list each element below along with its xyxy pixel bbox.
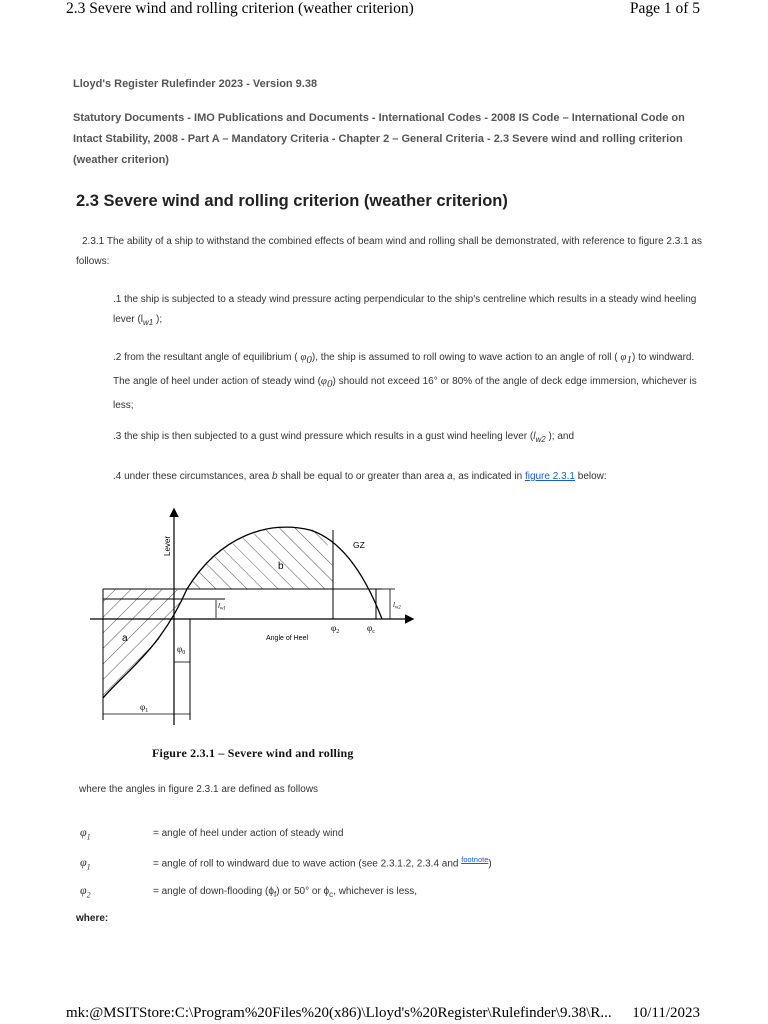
item3-lever-symbol: l xyxy=(533,431,536,442)
version-line: Lloyd's Register Rulefinder 2023 - Version 9.38 xyxy=(73,78,318,90)
figure-2-3-1-diagram xyxy=(80,500,420,732)
definition-text: = angle of down-flooding $(\phi_f)$ or 50° or $\phi_c$, whichever is less, xyxy=(153,886,418,899)
section-heading: 2.3 Severe wind and rolling criterion (weather criterion) xyxy=(76,192,508,210)
footnote-link[interactable]: footnote xyxy=(461,855,489,864)
footer-date: 10/11/2023 xyxy=(632,1005,700,1021)
where-label: where: xyxy=(76,913,109,924)
area-b-label: b xyxy=(278,561,284,572)
item3-text-a: .3 the ship is then subjected to a gust wind pressure which results in a gust wind heeling lever ( xyxy=(113,431,534,442)
lw1-label: $l_{w1}$ xyxy=(218,602,226,612)
list-item-4 xyxy=(113,467,703,487)
list-item-3 xyxy=(113,427,703,450)
definition-text: = angle of heel under action of steady wind xyxy=(153,828,344,839)
phi-subscript: 0 xyxy=(306,354,312,366)
lw2-label: $l_{w2}$ xyxy=(393,601,401,611)
definitions-intro: where the angles in figure 2.3.1 are defined as follows xyxy=(79,784,319,795)
page-number: Page 1 of 5 xyxy=(629,0,700,17)
phi-symbol: φ xyxy=(300,351,307,363)
lever-axis-label: Lever xyxy=(163,535,172,556)
item1-text: .1 the ship is subjected to a steady wind pressure acting perpendicular to the ship's centreline which results in a steady wind heeling lever (l xyxy=(113,294,697,325)
item2-text-c: ) to windward. The angle of heel under action of steady wind ( xyxy=(113,352,695,387)
phi-subscript: 0 xyxy=(327,378,333,390)
phi-subscript: 1 xyxy=(626,354,633,366)
header-title: 2.3 Severe wind and rolling criterion (weather criterion) xyxy=(66,0,414,17)
item4-text-d: , as indicated in xyxy=(452,471,525,482)
item4-text-e: below: xyxy=(574,471,607,482)
item1-end: ); xyxy=(153,314,163,325)
page-header xyxy=(66,0,700,22)
definition-symbol: $\varphi_1$ xyxy=(80,855,91,872)
list-item-1 xyxy=(113,290,703,333)
definition-symbol: $\varphi_2$ xyxy=(80,883,91,900)
item3-text-b: ); and xyxy=(545,431,575,442)
definition-row xyxy=(80,825,343,841)
area-a-label: a xyxy=(122,633,128,644)
phic-label: $\varphi_c$ xyxy=(367,623,375,635)
breadcrumb: Statutory Documents - IMO Publications and Documents - International Codes - 2008 IS Code – International Code on Intact Stability, 2008 - Part A – Mandatory Criteria - Chapter 2 – General Criteria - 2.3 Severe wind and rolling criterion (weather criterion) xyxy=(73,112,685,166)
phi0-label: $\varphi_0$ xyxy=(177,644,186,656)
figure-caption: Figure 2.3.1 – Severe wind and rolling xyxy=(152,746,354,760)
phi-symbol: φ xyxy=(320,375,328,387)
definition-text: = angle of roll to windward due to wave action (see 2.3.1.2, 2.3.4 and $^{footnote}$) xyxy=(153,855,492,870)
page-footer xyxy=(66,1005,700,1022)
item4-text-c: shall be equal to or greater than area xyxy=(277,471,448,482)
gz-label: GZ xyxy=(353,540,365,550)
footer-path: mk:@MSITStore:C:\Program%20Files%20(x86)\Lloyd's%20Register\Rulefinder\9.38\R... xyxy=(66,1005,612,1021)
item4-text-a: .4 under these circumstances, area xyxy=(113,471,272,482)
item3-subscript: w2 xyxy=(535,435,546,444)
item2-text-d: ) should not exceed 16° or 80% of the angle of deck edge immersion, whichever is less; xyxy=(113,376,697,411)
phi1-label: $\varphi_1$ xyxy=(140,702,149,714)
definition-row xyxy=(80,883,417,899)
figure-link[interactable]: figure 2.3.1 xyxy=(524,471,575,482)
definition-row xyxy=(80,855,492,872)
definition-symbol: $\varphi_1$ xyxy=(80,825,91,842)
angle-of-heel-label: Angle of Heel xyxy=(266,635,309,642)
intro-paragraph: 2.3.1 The ability of a ship to withstand the combined effects of beam wind and rolling shall be demonstrated, with reference to figure 2.3.1 as follows: xyxy=(76,236,702,267)
area-a-label: a xyxy=(447,471,453,482)
item1-subscript: w1 xyxy=(143,318,154,327)
item2-text-a: .2 from the resultant angle of equilibrium ( xyxy=(113,352,301,363)
area-b-label: b xyxy=(271,471,278,482)
phi2-label: $\varphi_2$ xyxy=(331,623,340,635)
list-item-2 xyxy=(113,347,703,416)
item2-text-b: ), the ship is assumed to roll owing to wave action to an angle of roll ( xyxy=(311,352,621,363)
area-b-hatch xyxy=(187,527,333,589)
phi-symbol: φ xyxy=(620,351,627,363)
